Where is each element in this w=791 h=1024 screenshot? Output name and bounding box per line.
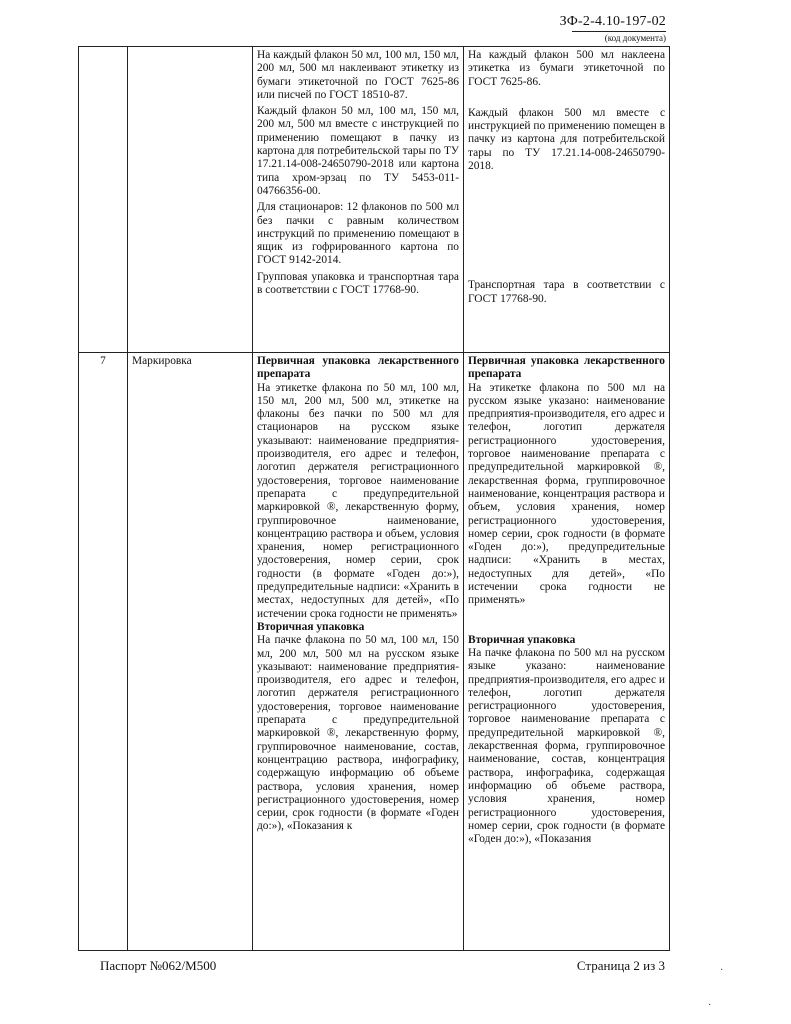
row-name-cell: [128, 47, 253, 353]
right-label-paragraph: На каждый флакон 500 мл наклеена этикетка из бумаги этикеточной по ГОСТ 7625-86.: [468, 49, 665, 88]
right-text-cell: [464, 47, 670, 353]
left-secondary-heading: Вторичная упаковка: [257, 620, 365, 633]
right-primary-heading: Первичная упаковка лекарственного препарата: [468, 355, 665, 381]
right-primary-text: На этикетке флакона по 500 мл на русском языке указано: наименование предприятия-производителя, его адрес и телефон, логотип держателя регистрационного удостоверения, торговое наименование препарата с предупредительной маркировкой ®, лекарственная форма, группировочное наименование, концентрация раствора и объем, условия хранения, номер регистрационного удостоверения, номер серии, срок годности (в формате «Годен до:»), предупредительные надписи: «Хранить в местах, недоступных для детей», «По истечении срока годности не применять»: [468, 381, 665, 607]
left-hospital-paragraph: Для стационаров: 12 флаконов по 500 мл без пачки с равным количеством инструкций по применению помещают в ящик из гофрированного картона по ГОСТ 9142-2014.: [257, 201, 459, 267]
right-secondary-text: На пачке флакона по 500 мл на русском языке указано: наименование предприятия-производителя, его адрес и телефон, логотип держателя регистрационного удостоверения, торговое наименование препарата с предупредительной маркировкой ®, лекарственная форма, группировочное наименование, состав, концентрация раствора, инфографика, содержащая информацию об объеме раствора, условия хранения, номер регистрационного удостоверения, номер серии, срок годности (в формате «Годен до:»), «Показания: [468, 646, 665, 846]
right-secondary-heading: Вторичная упаковка: [468, 633, 576, 646]
row-number-cell: [79, 47, 128, 353]
left-primary-text: На этикетке флакона по 50 мл, 100 мл, 150 мл, 200 мл, 500 мл, этикетке на флаконы без пачки по 500 мл для стационаров на русском языке указывают: наименование предприятия-производителя, его адрес и телефон, логотип держателя регистрационного удостоверения, торговое наименование препарата с предупредительной маркировкой ®, лекарственную форму, группировочное наименование, концентрацию раствора и объем, условия хранения, номер регистрационного удостоверения, номер серии, срок годности (в формате «Годен до:»), предупредительные надписи: «Хранить в местах, недоступных для детей», «По истечении срока годности не применять»: [257, 381, 459, 620]
left-primary-heading: Первичная упаковка лекарственного препарата: [257, 355, 459, 381]
left-secondary-text: На пачке флакона по 50 мл, 100 мл, 150 мл, 200 мл, 500 мл на русском языке указывают: наименование предприятия-производителя, его адрес и телефон, логотип держателя регистрационного удостоверения, торговое наименование препарата с предупредительной маркировкой ®, лекарственную форму, группировочное наименование, состав, концентрацию раствора, инфографику, содержащую информацию об объеме раствора, условия хранения, номер регистрационного удостоверения, номер серии, срок годности (в формате «Годен до:»), «Показания к: [257, 634, 459, 833]
document-code-underline: [572, 31, 666, 32]
table-row-marking: [79, 353, 670, 951]
left-pack-paragraph: Каждый флакон 50 мл, 100 мл, 150 мл, 200 мл, 500 мл вместе с инструкцией по применению помещают в пачку из картона для потребительской тары по ТУ 17.21.14-008-24650790-2018 или картона типа хром-эрзац по ТУ 5453-011-04766356-00.: [257, 105, 459, 197]
row-number-cell: 7: [79, 353, 128, 951]
footer-page-number: Страница 2 из 3: [576, 958, 665, 973]
right-marking-cell: [464, 353, 670, 951]
scan-speck: ·: [720, 965, 724, 976]
scan-speck: ·: [708, 1000, 712, 1011]
right-pack-paragraph: Каждый флакон 500 мл вместе с инструкцией по применению помещен в пачку из картона для потребительской тары по ТУ 17.21.14-008-24650790-2018.: [468, 106, 665, 173]
document-code-caption: (код документа): [604, 33, 666, 43]
left-text-cell: [253, 47, 464, 353]
row-name-cell: Маркировка: [128, 353, 253, 951]
right-transport-paragraph: Транспортная тара в соответствии с ГОСТ 17768-90.: [468, 279, 665, 305]
specification-table: [78, 46, 670, 951]
footer-passport: Паспорт №062/М500: [100, 958, 217, 973]
table-row-continuation: [79, 47, 670, 353]
left-transport-paragraph: Групповая упаковка и транспортная тара в соответствии с ГОСТ 17768-90.: [257, 270, 459, 297]
left-label-paragraph: На каждый флакон 50 мл, 100 мл, 150 мл, 200 мл, 500 мл наклеивают этикетку из бумаги этикеточной по ГОСТ 7625-86 или писчей по ГОСТ 18510-87.: [257, 49, 459, 101]
left-marking-cell: [253, 353, 464, 951]
document-code: ЗФ-2-4.10-197-02: [559, 14, 666, 29]
